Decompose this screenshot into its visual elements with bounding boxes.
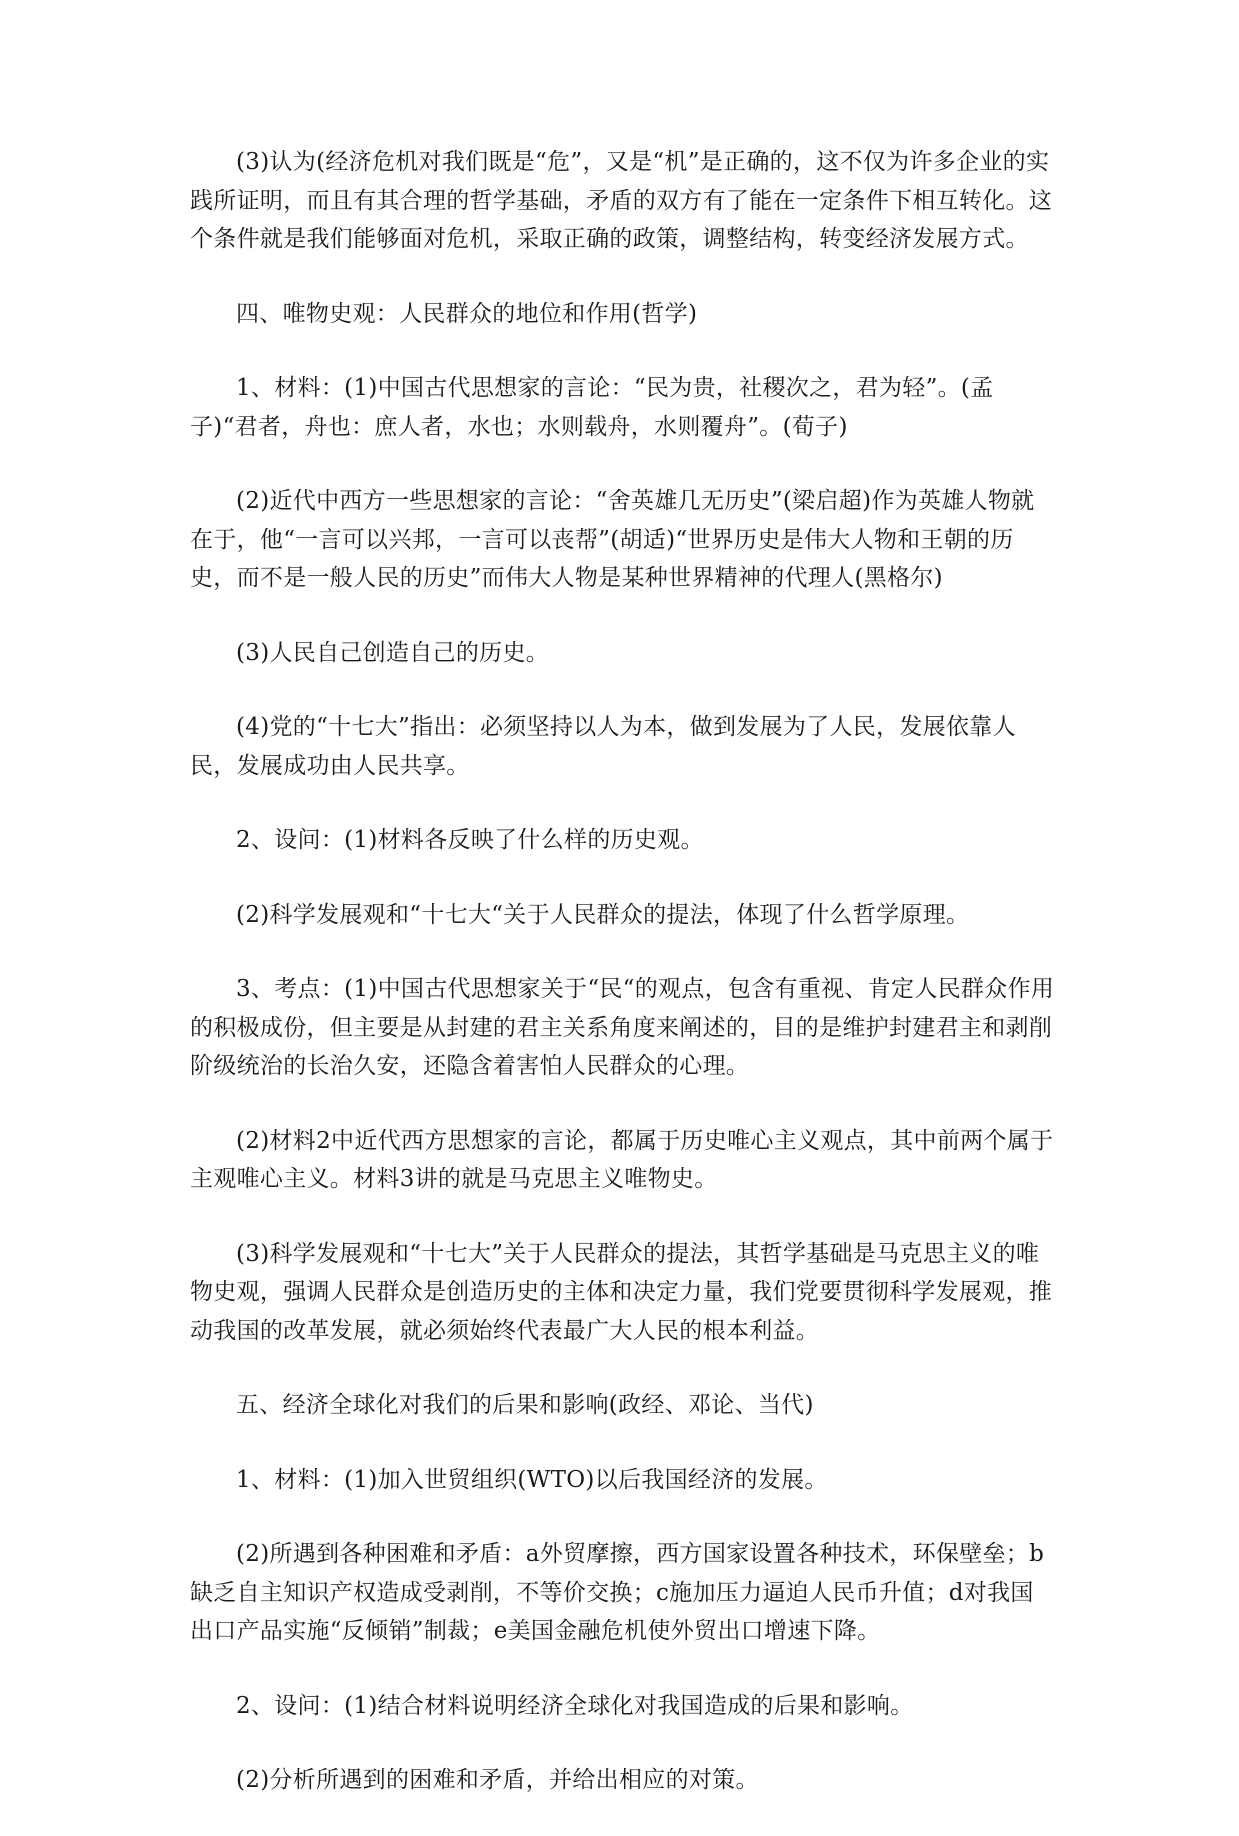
paragraph-globalization-question-2: (2)分析所遇到的困难和矛盾，并给出相应的对策。 <box>236 1767 759 1793</box>
paragraph-crisis-opportunity: (3)认为(经济危机对我们既是“危”，又是“机”是正确的，这不仅为许多企业的实践所证明，而且有其合理的哲学基础，矛盾的双方有了能在一定条件下相互转化。这个条件就是我们能够面对危机，采取正确的政策，调整结构，转变经济发展方式。 <box>190 149 1053 252</box>
paragraph-key-point-2: (2)材料2中近代西方思想家的言论，都属于历史唯心主义观点，其中前两个属于主观唯心主义。材料3讲的就是马克思主义唯物史。 <box>190 1127 1054 1192</box>
section-heading-globalization: 五、经济全球化对我们的后果和影响(政经、邓论、当代) <box>236 1392 814 1418</box>
paragraph-question-1: 2、设问：(1)材料各反映了什么样的历史观。 <box>236 827 704 853</box>
paragraph-globalization-material-2: (2)所遇到各种困难和矛盾：a外贸摩擦，西方国家设置各种技术，环保壁垒；b缺乏自主知识产权造成受剥削，不等价交换；c施加压力逼迫人民币升值；d对我国出口产品实施“反倾销”制裁；e美国金融危机使外贸出口增速下降。 <box>190 1541 1045 1644</box>
paragraph-globalization-material-1: 1、材料：(1)加入世贸组织(WTO)以后我国经济的发展。 <box>236 1466 828 1493</box>
paragraph-globalization-question-1: 2、设问：(1)结合材料说明经济全球化对我国造成的后果和影响。 <box>236 1692 914 1719</box>
paragraph-key-point-3: (3)科学发展观和“十七大”关于人民群众的提法，其哲学基础是马克思主义的唯物史观，强调人民群众是创造历史的主体和决定力量，我们党要贯彻科学发展观，推动我国的改革发展，就必须始终代表最广大人民的根本利益。 <box>190 1240 1053 1344</box>
paragraph-material-1: 1、材料：(1)中国古代思想家的言论：“民为贵，社稷次之，君为轻”。(孟子)“君者，舟也：庶人者，水也；水则载舟，水则覆舟”。(荀子) <box>190 375 994 440</box>
paragraph-key-point-1: 3、考点：(1)中国古代思想家关于“民“的观点，包含有重视、肯定人民群众作用的积极成份，但主要是从封建的君主关系角度来阐述的，目的是维护封建君主和剥削阶级统治的长治久安，还隐含着害怕人民群众的心理。 <box>190 976 1055 1079</box>
document-body <box>190 143 1055 1836</box>
paragraph-material-4: (4)党的“十七大”指出：必须坚持以人为本，做到发展为了人民，发展依靠人民，发展成功由人民共享。 <box>190 714 1016 779</box>
paragraph-material-2: (2)近代中西方一些思想家的言论：“舍英雄几无历史”(梁启超)作为英雄人物就在于，他“一言可以兴邦，一言可以丧帮”(胡适)“世界历史是伟大人物和王朝的历史，而不是一般人民的历史”而伟大人物是某种世界精神的代理人(黑格尔) <box>190 488 1035 591</box>
paragraph-material-3: (3)人民自己创造自己的历史。 <box>236 639 550 666</box>
section-heading-historical-materialism: 四、唯物史观：人民群众的地位和作用(哲学) <box>236 300 698 327</box>
paragraph-question-2: (2)科学发展观和“十七大“关于人民群众的提法，体现了什么哲学原理。 <box>236 901 970 928</box>
